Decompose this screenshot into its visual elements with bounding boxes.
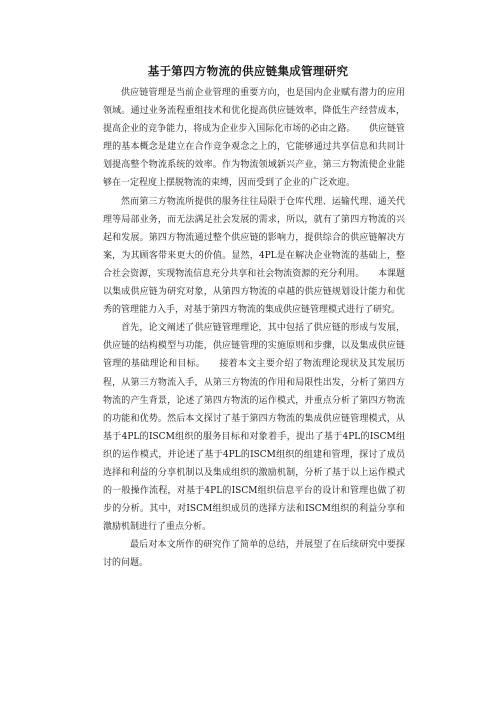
document-title: 基于第四方物流的供应链集成管理研究 xyxy=(147,64,349,78)
document-body xyxy=(103,84,405,573)
paragraph-intro: 供应链管理是当前企业管理的重要方向，也是国内企业赋有潜力的应用领域。通过业务流程重组技术和优化提高供应链效率，降低生产经营成本，提高企业的竞争能力，将成为企业步入国际化市场的必由之路。 供应链管理的基本概念是建立在合作竞争观念之上的，它能够通过共享信息和共同计划提高整个物流系统的效率。作为物流领域新兴产业，第三方物流使企业能够在一定程度上摆脱物流的束缚，因而受到了企业的广泛欢迎。 xyxy=(103,88,405,189)
paragraph-background: 然而第三方物流所提供的服务往往局限于仓库代理、运输代理、通关代理等局部业务，而无法满足社会发展的需求，所以，就有了第四方物流的兴起和发展。第四方物流通过整个供应链的影响力，提供综合的供应链解决方案，为其顾客带来更大的价值。显然，4PL是在解决企业物流的基础上，整合社会资源，实现物流信息充分共享和社会物流资源的充分利用。 本课题以集成供应链为研究对象，从第四方物流的卓越的供应链规划设计能力和优秀的管理能力入手，对基于第四方物流的集成供应链管理模式进行了研究。 xyxy=(103,196,405,316)
paragraph-content: 首先，论文阐述了供应链管理理论，其中包括了供应链的形成与发展，供应链的结构模型与功能，供应链管理的实施原则和步骤，以及集成供应链管理的基础理论和目标。 接着本文主要介绍了物流理论现状及其发展历程，从第三方物流入手，从第三方物流的作用和局限性出发，分析了第四方物流的产生背景，论述了第四方物流的运作模式，并重点分析了第四方物流的功能和优势。然后本文探讨了基于第四方物流的集成供应链管理模式，从基于4PL的ISCM组织的服务目标和对象着手，提出了基于4PL的ISCM组织的运作模式，并论述了基于4PL的ISCM组织的组建和管理，探讨了成员选择和利益的分享机制以及集成组织的激励机制，分析了基于以上运作模式的一般操作流程，对基于4PL的ISCM组织信息平台的设计和管理也做了初步的分析。其中，对ISCM组织成员的选择方法和ISCM组织的利益分享和激励机制进行了重点分析。 xyxy=(103,323,405,533)
paragraph-conclusion: 最后对本文所作的研究作了简单的总结，并展望了在后续研究中要探讨的问题。 xyxy=(103,540,405,569)
